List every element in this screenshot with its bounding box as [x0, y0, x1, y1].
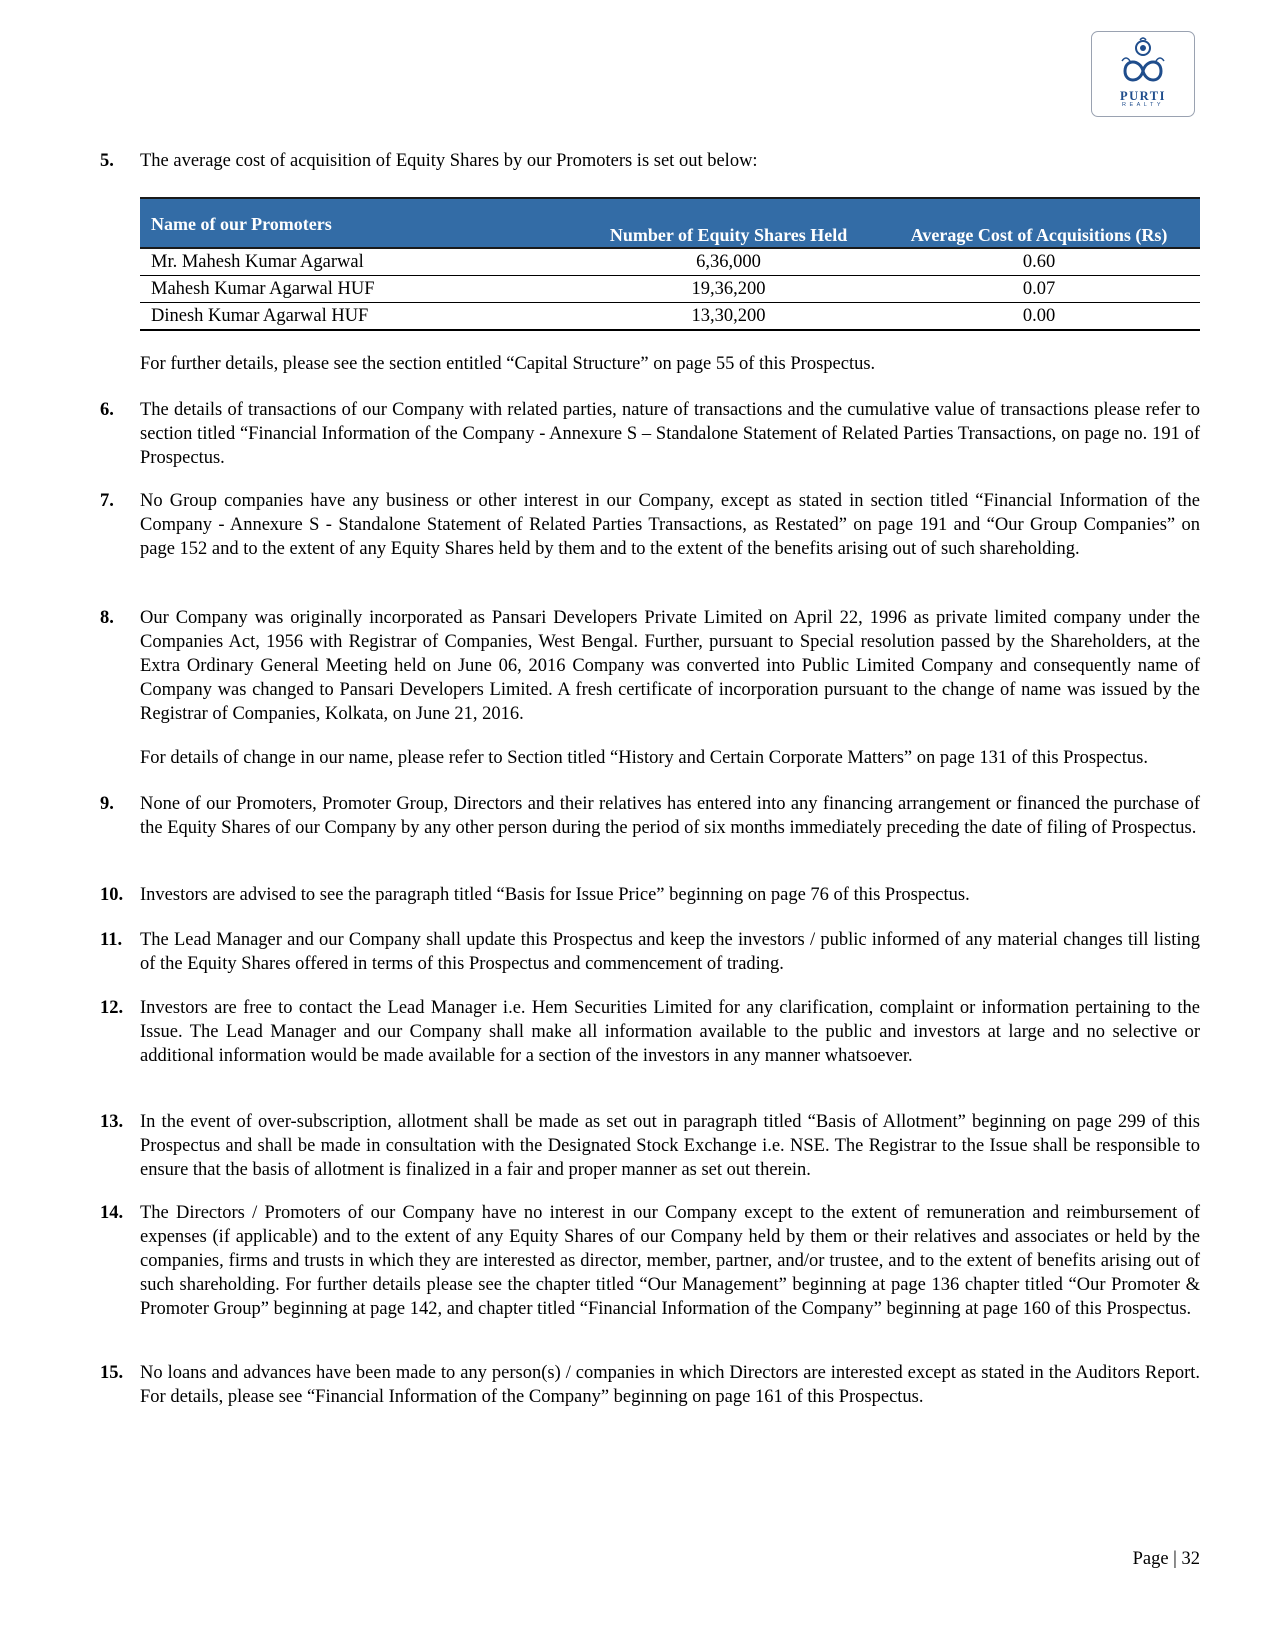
item-14: [100, 1201, 1200, 1321]
item-12: [100, 996, 1200, 1068]
item-10: [100, 883, 1200, 907]
item-number: 10.: [100, 885, 124, 905]
item-text: The Directors / Promoters of our Company have no interest in our Company except to the extent of remuneration and reimbursement of expenses (if applicable) and to the extent of any Equity Shares of our Company held by them or their relatives and associates or held by the companies, firms and trusts in which they are interested as director, member, partner, and/or trustee, and to the extent of benefits arising out of such shareholding. For further details please see the chapter titled “Our Management” beginning at page 136 chapter titled “Our Promoter & Promoter Group” beginning at page 142, and chapter titled “Financial Information of the Company” beginning at page 160 of this Prospectus.: [140, 1203, 1200, 1319]
item-11: [100, 928, 1200, 976]
table-row: [140, 248, 1200, 276]
item-8-note: [100, 746, 1200, 770]
column-header: Average Cost of Acquisitions (Rs): [878, 198, 1200, 248]
note-text: For further details, please see the section entitled “Capital Structure” on page 55 of this Prospectus.: [140, 354, 876, 374]
item-text: No loans and advances have been made to any person(s) / companies in which Directors are interested except as stated in the Auditors Report. For details, please see “Financial Information of the Company” beginning on page 161 of this Prospectus.: [140, 1363, 1200, 1407]
table-header-row: [140, 198, 1200, 248]
item-text: In the event of over-subscription, allotment shall be made as set out in paragraph titled “Basis of Allotment” beginning on page 299 of this Prospectus and shall be made in consultation with the Designated Stock Exchange i.e. NSE. The Registrar to the Issue shall be responsible to ensure that the basis of allotment is finalized in a fair and proper manner as set out therein.: [140, 1112, 1200, 1180]
item-number: 7.: [100, 491, 114, 511]
table-cell: 13,30,200: [579, 303, 878, 331]
page-number: Page | 32: [1132, 1549, 1200, 1569]
item-text: Our Company was originally incorporated as Pansari Developers Private Limited on April 22, 1996 as private limited company under the Companies Act, 1956 with Registrar of Companies, West Bengal. Further, pursuant to Special resolution passed by the Shareholders, at the Extra Ordinary General Meeting held on June 06, 2016 Company was converted into Public Limited Company and consequently name of Company was changed to Pansari Developers Limited. A fresh certificate of incorporation pursuant to the change of name was issued by the Registrar of Companies, Kolkata, on June 21, 2016.: [140, 608, 1200, 724]
item-13: [100, 1110, 1200, 1182]
item-6: [100, 398, 1200, 470]
column-header: Name of our Promoters: [140, 198, 579, 248]
column-header: Number of Equity Shares Held: [579, 198, 878, 248]
logo-name: PURTI: [1120, 89, 1166, 103]
logo-subtitle: REALTY: [1122, 102, 1164, 108]
item-7: [100, 489, 1200, 561]
table-cell: Mr. Mahesh Kumar Agarwal: [140, 248, 579, 276]
table-row: [140, 276, 1200, 303]
item-number: 12.: [100, 998, 124, 1018]
table-cell: 6,36,000: [579, 248, 878, 276]
item-number: 9.: [100, 794, 114, 814]
item-5: [100, 149, 1200, 173]
item-number: 14.: [100, 1203, 124, 1223]
item-text: Investors are free to contact the Lead Manager i.e. Hem Securities Limited for any clarification, complaint or information pertaining to the Issue. The Lead Manager and our Company shall make all information available to the public and investors at large and no selective or additional information would be made available for a section of the investors in any manner whatsoever.: [140, 998, 1200, 1066]
item-number: 8.: [100, 608, 114, 628]
table-cell: 0.00: [878, 303, 1200, 331]
item-number: 11.: [100, 930, 123, 950]
item-text: The details of transactions of our Company with related parties, nature of transactions and the cumulative value of transactions please refer to section titled “Financial Information of the Company - Annexure S – Standalone Statement of Related Parties Transactions, on page no. 191 of Prospectus.: [140, 400, 1200, 468]
table-cell: 0.60: [878, 248, 1200, 276]
table-cell: 19,36,200: [579, 276, 878, 303]
item-text: None of our Promoters, Promoter Group, Directors and their relatives has entered into any financing arrangement or financed the purchase of the Equity Shares of our Company by any other person during the period of six months immediately preceding the date of filing of Prospectus.: [140, 794, 1200, 838]
item-text: The Lead Manager and our Company shall update this Prospectus and keep the investors / public informed of any material changes till listing of the Equity Shares offered in terms of this Prospectus and commencement of trading.: [140, 930, 1200, 974]
table-row: [140, 303, 1200, 331]
purti-emblem-icon: [1114, 37, 1172, 89]
item-number: 15.: [100, 1363, 124, 1383]
promoters-cost-table: [140, 197, 1200, 331]
item-number: 5.: [100, 151, 114, 171]
item-text: The average cost of acquisition of Equity Shares by our Promoters is set out below:: [140, 151, 758, 171]
note-text: For details of change in our name, please refer to Section titled “History and Certain Corporate Matters” on page 131 of this Prospectus.: [140, 748, 1148, 768]
table-cell: Mahesh Kumar Agarwal HUF: [140, 276, 579, 303]
item-text: Investors are advised to see the paragraph titled “Basis for Issue Price” beginning on page 76 of this Prospectus.: [140, 885, 970, 905]
company-logo: [1091, 31, 1195, 117]
table-cell: 0.07: [878, 276, 1200, 303]
item-number: 13.: [100, 1112, 124, 1132]
table-cell: Dinesh Kumar Agarwal HUF: [140, 303, 579, 331]
item-5-note: [100, 352, 1200, 376]
item-8: [100, 606, 1200, 726]
item-number: 6.: [100, 400, 114, 420]
item-text: No Group companies have any business or other interest in our Company, except as stated in section titled “Financial Information of the Company - Annexure S - Standalone Statement of Related Parties Transactions, as Restated” on page 191 and “Our Group Companies” on page 152 and to the extent of any Equity Shares held by them and to the extent of the benefits arising out of such shareholding.: [140, 491, 1200, 559]
item-9: [100, 792, 1200, 840]
item-15: [100, 1361, 1200, 1409]
